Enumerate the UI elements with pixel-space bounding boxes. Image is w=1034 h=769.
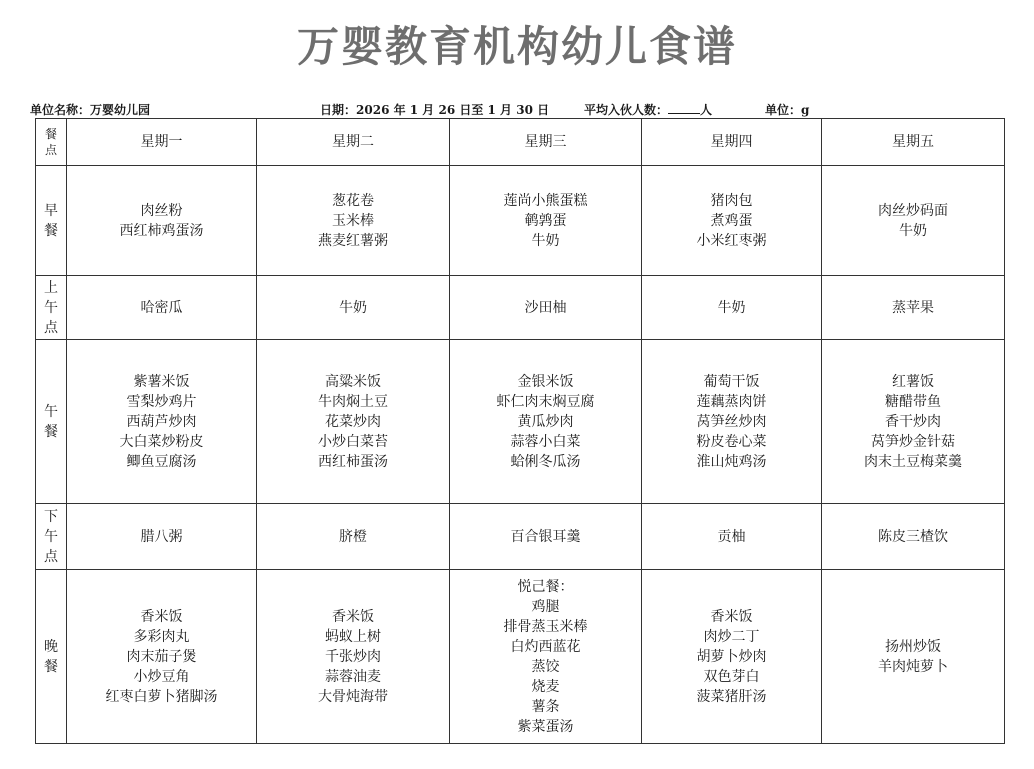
dish-item: 多彩肉丸 xyxy=(133,628,190,645)
unit-name-field xyxy=(30,101,150,118)
dish-item: 红薯饭 xyxy=(892,373,934,390)
corner-top: 餐 xyxy=(44,127,57,141)
dish-item: 莴笋炒金针菇 xyxy=(871,433,955,450)
menu-cell xyxy=(67,504,257,570)
dish-item: 香干炒肉 xyxy=(885,413,941,430)
dish-item: 高粱米饭 xyxy=(325,373,381,390)
dish-item: 小炒白菜苔 xyxy=(318,433,388,450)
dish-item: 粉皮卷心菜 xyxy=(696,433,767,450)
dish-item: 莲藕蒸肉饼 xyxy=(696,393,767,410)
dish-item: 牛肉焖土豆 xyxy=(318,393,388,410)
dish-item: 莲尚小熊蛋糕 xyxy=(503,192,588,209)
dish-item: 莴笋丝炒肉 xyxy=(696,413,767,430)
dish-item: 大骨炖海带 xyxy=(318,688,388,705)
meal-label-char: 午 xyxy=(44,299,58,316)
dish-item: 牛奶 xyxy=(899,222,927,239)
menu-cell xyxy=(67,166,257,276)
dish-item: 肉炒二丁 xyxy=(703,628,760,645)
dish-item: 牛奶 xyxy=(339,299,367,316)
menu-cell xyxy=(822,504,1005,570)
dish-item: 双色芽白 xyxy=(703,668,760,685)
dish-item: 红枣白萝卜猪脚汤 xyxy=(105,688,218,705)
date-label: 日期： xyxy=(320,103,357,117)
dish-item: 牛奶 xyxy=(717,299,746,316)
dish-item: 沙田柚 xyxy=(524,299,567,316)
dish-item: 千张炒肉 xyxy=(325,648,381,665)
dish-item: 西红柿蛋汤 xyxy=(318,453,388,470)
menu-cell xyxy=(642,166,822,276)
dish-item: 薯条 xyxy=(531,698,560,715)
avg-attendance-field xyxy=(584,101,712,118)
dish-item: 哈密瓜 xyxy=(140,299,183,316)
menu-cell xyxy=(450,166,642,276)
meal-label-char: 餐 xyxy=(44,222,58,239)
dish-item: 猪肉包 xyxy=(710,192,753,209)
dish-item: 陈皮三楂饮 xyxy=(878,528,948,545)
menu-cell xyxy=(67,570,257,744)
menu-cell xyxy=(642,340,822,504)
meal-row-lunch xyxy=(36,340,1005,504)
dish-item: 煮鸡蛋 xyxy=(710,212,753,229)
dish-item: 牛奶 xyxy=(531,232,560,249)
meal-row-afternoon-snack xyxy=(36,504,1005,570)
dish-item: 羊肉炖萝卜 xyxy=(878,658,948,675)
menu-cell xyxy=(642,570,822,744)
dish-item: 蒸饺 xyxy=(531,658,560,675)
dish-item: 肉末土豆梅菜羹 xyxy=(864,453,962,470)
dish-item: 香米饭 xyxy=(710,608,753,625)
avg-attendance-blank xyxy=(668,102,700,114)
menu-cell xyxy=(67,276,257,340)
menu-cell xyxy=(822,166,1005,276)
avg-attendance-label: 平均入伙人数： xyxy=(584,103,669,117)
menu-cell xyxy=(257,570,450,744)
dish-item: 鲫鱼豆腐汤 xyxy=(126,453,197,470)
dish-item: 菠菜猪肝汤 xyxy=(696,688,767,705)
meal-label-char: 上 xyxy=(44,279,58,296)
dish-item: 西葫芦炒肉 xyxy=(126,413,197,430)
meal-label-char: 早 xyxy=(44,202,58,219)
dish-item: 葡萄干饭 xyxy=(703,373,760,390)
dish-item: 悦己餐： xyxy=(517,578,574,595)
dish-item: 玉米棒 xyxy=(332,212,374,229)
dish-item: 腊八粥 xyxy=(140,528,183,545)
meal-label-char: 点 xyxy=(44,319,58,336)
dish-item: 白灼西蓝花 xyxy=(510,638,581,655)
meal-label-char: 晚 xyxy=(44,638,58,655)
dish-item: 淮山炖鸡汤 xyxy=(696,453,767,470)
dish-item: 小炒豆角 xyxy=(133,668,190,685)
dish-item: 蒸苹果 xyxy=(892,299,934,316)
dish-item: 大白菜炒粉皮 xyxy=(119,433,204,450)
dish-item: 百合银耳羹 xyxy=(510,528,581,545)
dish-item: 胡萝卜炒肉 xyxy=(696,648,767,665)
dish-item: 蚂蚁上树 xyxy=(325,628,381,645)
dish-item: 肉末茄子煲 xyxy=(126,648,197,665)
dish-item: 排骨蒸玉米棒 xyxy=(503,618,588,635)
meal-column-header xyxy=(36,119,67,166)
day-header-fri: 星期五 xyxy=(822,119,1005,166)
dish-item: 紫薯米饭 xyxy=(133,373,190,390)
meal-label-morning-snack xyxy=(36,276,67,340)
meal-label-afternoon-snack xyxy=(36,504,67,570)
dish-item: 香米饭 xyxy=(332,608,374,625)
avg-attendance-suffix: 人 xyxy=(700,103,713,117)
unit-label: 单位： xyxy=(765,103,802,117)
meal-label-char: 午 xyxy=(44,403,58,420)
dish-item: 贡柚 xyxy=(717,528,746,545)
meal-label-breakfast xyxy=(36,166,67,276)
date-field xyxy=(320,101,549,118)
dish-item: 烧麦 xyxy=(531,678,560,695)
dish-item: 雪梨炒鸡片 xyxy=(126,393,197,410)
page-title: 万婴教育机构幼儿食谱 xyxy=(296,22,737,71)
dish-item: 鸡腿 xyxy=(531,598,560,615)
menu-cell xyxy=(822,340,1005,504)
day-header-wed: 星期三 xyxy=(450,119,642,166)
meal-label-char: 餐 xyxy=(44,658,58,675)
dish-item: 黄瓜炒肉 xyxy=(517,413,574,430)
menu-cell xyxy=(450,504,642,570)
menu-cell xyxy=(257,504,450,570)
day-header-mon: 星期一 xyxy=(67,119,257,166)
meal-label-lunch xyxy=(36,340,67,504)
menu-cell xyxy=(822,570,1005,744)
unit-name-label: 单位名称： xyxy=(30,103,91,117)
dish-item: 蒜蓉小白菜 xyxy=(510,433,581,450)
menu-cell xyxy=(67,340,257,504)
dish-item: 脐橙 xyxy=(339,528,367,545)
menu-table xyxy=(35,118,1005,744)
dish-item: 香米饭 xyxy=(140,608,183,625)
day-header-tue: 星期二 xyxy=(257,119,450,166)
dish-item: 小米红枣粥 xyxy=(696,232,767,249)
dish-item: 花菜炒肉 xyxy=(325,413,381,430)
unit-value: g xyxy=(801,103,810,117)
menu-cell xyxy=(450,340,642,504)
dish-item: 葱花卷 xyxy=(332,192,374,209)
dish-item: 紫菜蛋汤 xyxy=(517,718,574,735)
menu-cell xyxy=(257,340,450,504)
unit-field xyxy=(765,101,809,118)
dish-item: 蛤俐冬瓜汤 xyxy=(510,453,581,470)
meal-label-char: 餐 xyxy=(44,423,58,440)
day-header-thu: 星期四 xyxy=(642,119,822,166)
meal-label-dinner xyxy=(36,570,67,744)
dish-item: 扬州炒饭 xyxy=(885,638,941,655)
menu-cell xyxy=(257,276,450,340)
menu-cell xyxy=(642,504,822,570)
menu-cell xyxy=(450,570,642,744)
menu-cell xyxy=(257,166,450,276)
corner-bottom: 点 xyxy=(44,143,57,157)
meal-row-breakfast xyxy=(36,166,1005,276)
dish-item: 蒜蓉油麦 xyxy=(325,668,381,685)
dish-item: 肉丝粉 xyxy=(140,202,183,219)
dish-item: 鹌鹑蛋 xyxy=(524,212,567,229)
dish-item: 金银米饭 xyxy=(517,373,574,390)
meal-label-char: 午 xyxy=(44,528,58,545)
menu-cell xyxy=(822,276,1005,340)
menu-cell xyxy=(642,276,822,340)
unit-name-value: 万婴幼儿园 xyxy=(90,103,151,117)
header-row xyxy=(36,119,1005,166)
dish-item: 虾仁肉末焖豆腐 xyxy=(496,393,595,410)
meal-label-char: 下 xyxy=(44,508,58,525)
dish-item: 肉丝炒码面 xyxy=(878,202,948,219)
date-value: 2026 年 1 月 26 日至 1 月 30 日 xyxy=(356,103,550,117)
dish-item: 燕麦红薯粥 xyxy=(318,232,388,249)
meal-row-dinner xyxy=(36,570,1005,744)
menu-cell xyxy=(450,276,642,340)
meal-label-char: 点 xyxy=(44,548,58,565)
dish-item: 西红柿鸡蛋汤 xyxy=(119,222,204,239)
dish-item: 糖醋带鱼 xyxy=(885,393,941,410)
meal-row-morning-snack xyxy=(36,276,1005,340)
